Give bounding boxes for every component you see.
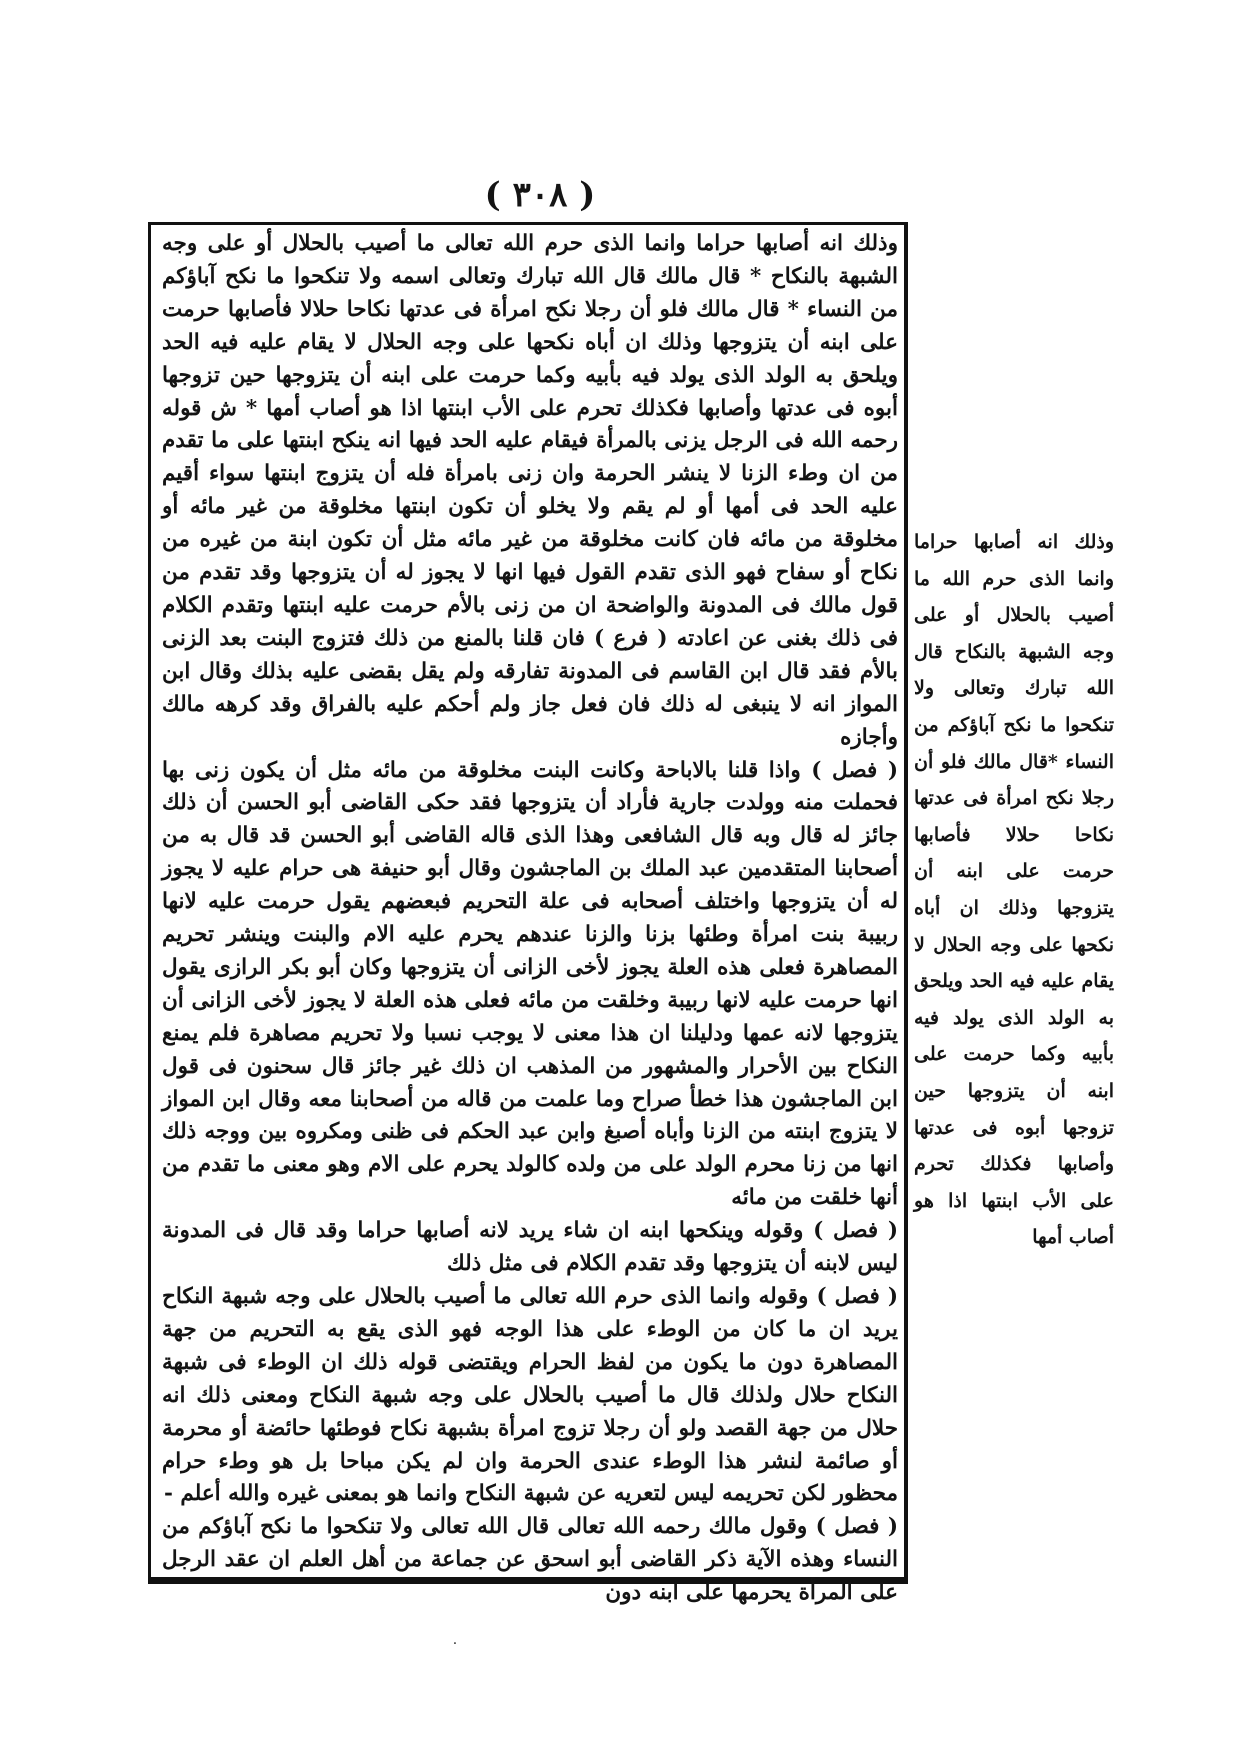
paragraph-1: وذلك انه أصابها حراما وانما الذى حرم الله تعالى ما أصيب بالحلال أو على وجه الشبهة بالنكاح * قال مالك قال الله تبارك وتعالى اسمه ولا تنكحوا ما نكح آباؤكم من النساء * قال مالك فلو أن رجلا نكح امرأة فى عدتها نكاحا حلالا فأصابها حرمت على ابنه أن يتزوجها وذلك ان أباه نكحها على وجه الحلال لا يقام عليه فيه الحد ويلحق به الولد الذى يولد فيه بأبيه وكما حرمت على ابنه أن يتزوجها حين تزوجها أبوه فى عدتها وأصابها فكذلك تحرم على الأب ابنتها اذا هو أصاب أمها * ش قوله رحمه الله فى الرجل يزنى بالمرأة فيقام عليه الحد فيها انه ينكح ابنتها على ما تقدم من ان وطء الزنا لا ينشر الحرمة وان زنى بامرأة فله أن يتزوج ابنتها سواء أقيم عليه الحد فى أمها أو لم يقم ولا يخلو أن تكون ابنتها مخلوقة من غير مائه أو مخلوقة من مائه فان كانت مخلوقة من غير مائه مثل أن تكون ابنة من غيره من نكاح أو سفاح فهو الذى تقدم القول فيها انها لا يجوز له أن يتزوجها وقد تقدم من قول مالك فى المدونة والواضحة ان من زنى بالأم حرمت عليه ابنتها وتقدم الكلام فى ذلك بغنى عن اعادته ( فرع ) فان قلنا بالمنع من ذلك فتزوج البنت بعد الزنى بالأم فقد قال ابن القاسم فى المدونة تفارقه ولم يقل بقضى عليه بذلك وقال ابن المواز انه لا ينبغى له ذلك فان فعل جاز ولم أحكم عليه بالفراق وقد كرهه مالك وأجازه: [162, 231, 898, 750]
margin-text-column: [914, 524, 1114, 1249]
page-number: ( ٣٠٨ ): [484, 175, 596, 215]
margin-text: وذلك انه أصابها حراما وانما الذى حرم الله ما أصيب بالحلال أو على وجه الشبهة بالنكاح قال الله تبارك وتعالى ولا تنكحوا ما نكح آباؤكم من النساء *قال مالك فلو أن رجلا نكح امرأة فى عدتها نكاحا حلالا فأصابها حرمت على ابنه أن يتزوجها وذلك ان أباه نكحها على وجه الحلال لا يقام عليه فيه الحد ويلحق به الولد الذى يولد فيه بأبيه وكما حرمت على ابنه أن يتزوجها حين تزوجها أبوه فى عدتها وأصابها فكذلك تحرم على الأب ابنتها اذا هو أصاب أمها: [914, 531, 1114, 1249]
bottom-dot: ·: [452, 1636, 458, 1652]
paragraph-4: ( فصل ) وقوله وانما الذى حرم الله تعالى ما أصيب بالحلال على وجه شبهة النكاح يريد ان ما كان من الوطء على هذا الوجه فهو الذى يقع به التحريم من جهة المصاهرة دون ما يكون من لفظ الحرام ويقتضى قوله ذلك ان الوطء فى شبهة النكاح حلال ولذلك قال ما أصيب بالحلال على وجه شبهة النكاح ومعنى ذلك انه حلال من جهة القصد ولو أن رجلا تزوج امرأة بشبهة نكاح فوطئها حائضة أو محرمة أو صائمة لنشر هذا الوطء عندى الحرمة وان لم يكن مباحا بل هو وطء حرام محظور لكن تحريمه ليس لتعريه عن شبهة النكاح وانما هو بمعنى غيره والله أعلم -: [162, 1284, 898, 1507]
paragraph-3: ( فصل ) وقوله وينكحها ابنه ان شاء يريد لانه أصابها حراما وقد قال فى المدونة ليس لابنه أن يتزوجها وقد تقدم الكلام فى مثل ذلك: [162, 1218, 898, 1277]
paragraph-5: ( فصل ) وقول مالك رحمه الله تعالى قال الله تعالى ولا تنكحوا ما نكح آباؤكم من النساء وهذه الآية ذكر القاضى أبو اسحق عن جماعة من أهل العلم ان عقد الرجل على المرأة يحرمها على ابنه دون: [162, 1514, 898, 1606]
commentary-body: [162, 228, 898, 1606]
paragraph-2: ( فصل ) واذا قلنا بالاباحة وكانت البنت مخلوقة من مائه مثل أن يكون زنى بها فحملت منه وولدت جارية فأراد أن يتزوجها فقد حكى القاضى أبو الحسن أن ذلك جائز له قال وبه قال الشافعى وهذا الذى قاله القاضى أبو الحسن قد قال به من أصحابنا المتقدمين عبد الملك بن الماجشون وقال أبو حنيفة هى حرام عليه لا يجوز له أن يتزوجها واختلف أصحابه فى علة التحريم فبعضهم يقول حرمت عليه لانها ربيبة بنت امرأة وطئها بزنا والزنا عندهم يحرم عليه الام والبنت وينشر تحريم المصاهرة فعلى هذه العلة يجوز لأخى الزانى أن يتزوجها وكان أبو بكر الرازى يقول انها حرمت عليه لانها ربيبة وخلقت من مائه فعلى هذه العلة لا يجوز لأخى الزانى أن يتزوجها لانه عمها ودليلنا ان هذا معنى لا يوجب نسبا ولا تحريم مصاهرة فلم يمنع النكاح بين الأحرار والمشهور من المذهب ان ذلك غير جائز قال سحنون فى قول ابن الماجشون هذا خطأ صراح وما علمت من قاله من أصحابنا معه وقال ابن المواز لا يتزوج ابنته من الزنا وأباه أصبغ وابن عبد الحكم فى ظنى ومكروه بين ووجه ذلك انها من زنا محرم الولد على من ولده كالولد يحرم على الام وهو معنى ما تقدم من أنها خلقت من مائه: [162, 757, 898, 1211]
